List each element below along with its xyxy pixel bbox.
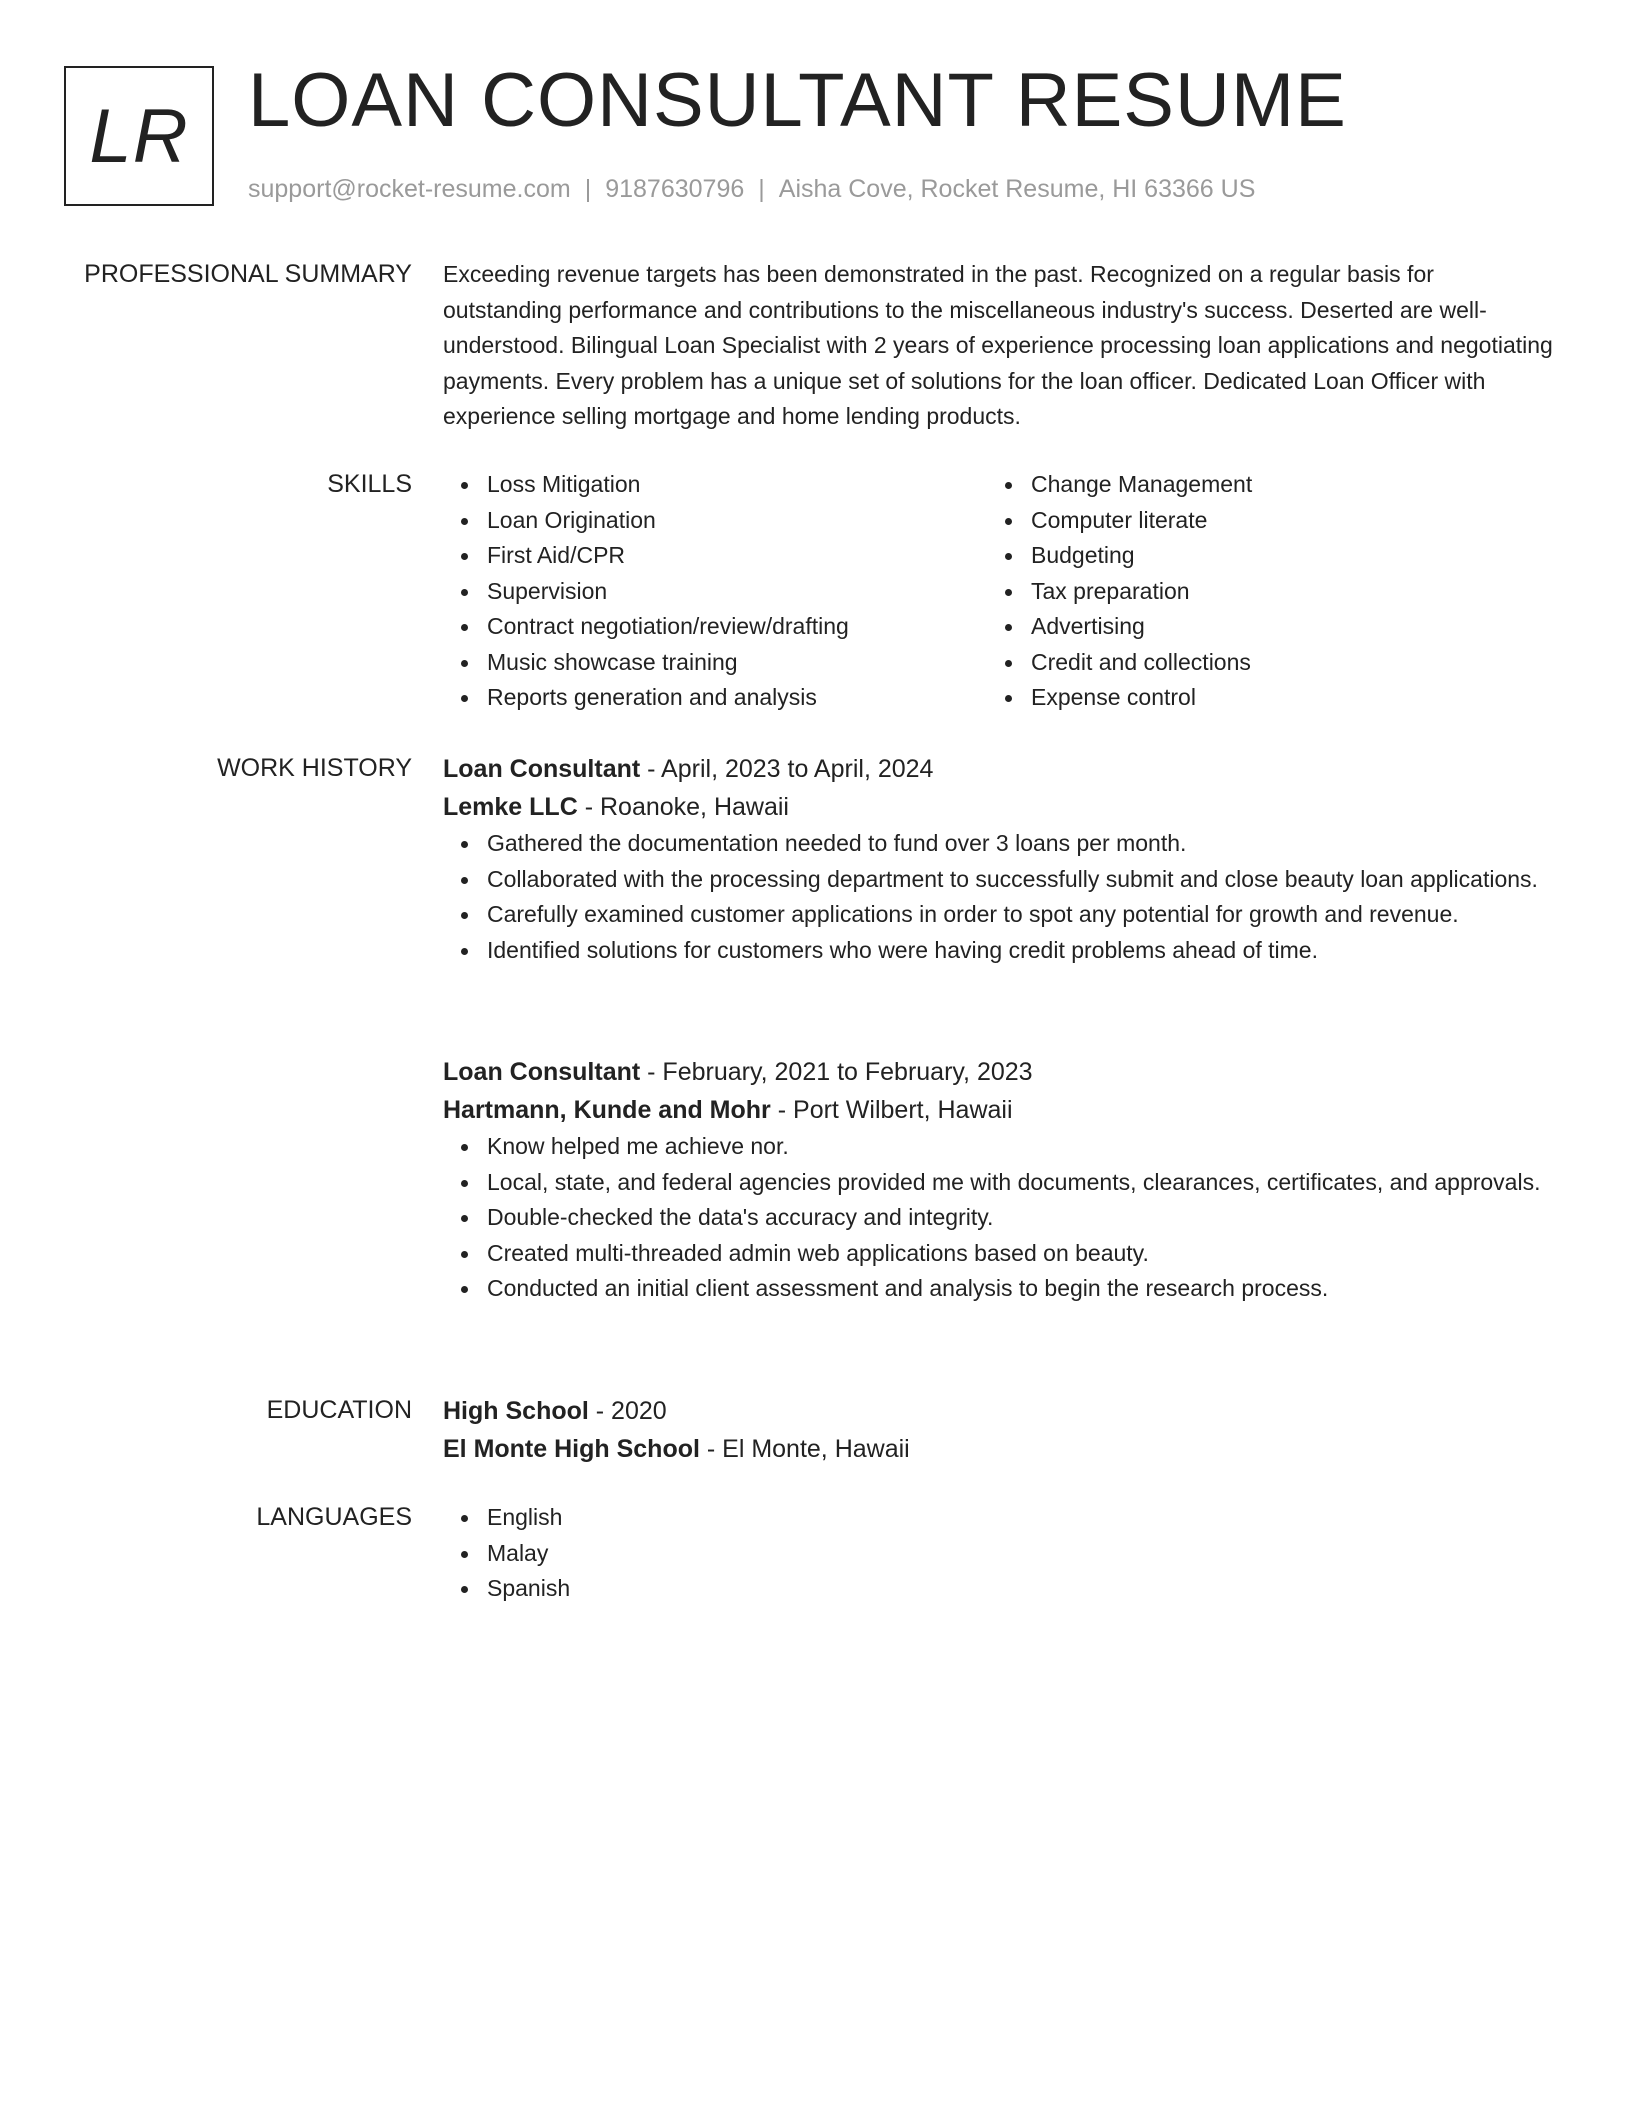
job-title-line <box>443 750 1553 788</box>
skills-list-left <box>443 467 987 716</box>
skill-item: Contract negotiation/review/drafting <box>487 609 987 645</box>
contact-separator: | <box>584 175 592 203</box>
contact-line <box>248 172 1255 206</box>
summary-heading: PROFESSIONAL SUMMARY <box>84 260 412 288</box>
skill-item: Supervision <box>487 574 987 610</box>
monogram-logo: LR <box>64 66 214 206</box>
job-duty: Know helped me achieve nor. <box>487 1129 1553 1165</box>
job-location: - Port Wilbert, Hawaii <box>770 1096 1013 1124</box>
job-company: Hartmann, Kunde and Mohr <box>443 1096 771 1124</box>
contact-phone: 9187630796 <box>605 175 745 203</box>
contact-email: support@rocket-resume.com <box>248 175 571 203</box>
skill-item: First Aid/CPR <box>487 538 987 574</box>
job-duty: Created multi-threaded admin web applications based on beauty. <box>487 1236 1553 1272</box>
summary-section <box>443 257 1553 435</box>
job-dates: - April, 2023 to April, 2024 <box>640 755 934 783</box>
resume-title: LOAN CONSULTANT RESUME <box>248 58 1347 143</box>
skill-item: Expense control <box>1031 680 1531 716</box>
education-degree: High School <box>443 1397 589 1425</box>
skill-item: Music showcase training <box>487 645 987 681</box>
job-duties-list <box>443 1129 1553 1307</box>
job-title: Loan Consultant <box>443 755 641 783</box>
job-duty: Conducted an initial client assessment and analysis to begin the research process. <box>487 1271 1553 1307</box>
skills-heading: SKILLS <box>327 470 412 498</box>
education-school: El Monte High School <box>443 1435 700 1463</box>
education-year: - 2020 <box>588 1397 667 1425</box>
skills-list-right <box>987 467 1531 716</box>
job-entry <box>443 750 1553 968</box>
job-entry <box>443 1053 1553 1307</box>
job-duty: Gathered the documentation needed to fund over 3 loans per month. <box>487 826 1553 862</box>
languages-heading: LANGUAGES <box>256 1503 412 1531</box>
summary-text: Exceeding revenue targets has been demonstrated in the past. Recognized on a regular basis for outstanding performance and contributions to the miscellaneous industry's success. Deserted are well-understood. Bilingual Loan Specialist with 2 years of experience processing loan applications and negotiating payments. Every problem has a unique set of solutions for the loan officer. Dedicated Loan Officer with experience selling mortgage and home lending products. <box>443 261 1553 429</box>
education-school-line <box>443 1430 1553 1468</box>
job-dates: - February, 2021 to February, 2023 <box>640 1058 1033 1086</box>
skills-section <box>443 467 1553 716</box>
language-item: English <box>487 1500 1553 1536</box>
language-item: Malay <box>487 1536 1553 1572</box>
education-degree-line <box>443 1392 1553 1430</box>
contact-separator: | <box>758 175 765 203</box>
contact-address: Aisha Cove, Rocket Resume, HI 63366 US <box>778 175 1256 203</box>
job-duty: Carefully examined customer applications in order to spot any potential for growth and revenue. <box>487 897 1553 933</box>
work-history-heading: WORK HISTORY <box>217 754 412 782</box>
job-duty: Double-checked the data's accuracy and integrity. <box>487 1200 1553 1236</box>
skill-item: Advertising <box>1031 609 1531 645</box>
skill-item: Credit and collections <box>1031 645 1531 681</box>
skill-item: Computer literate <box>1031 503 1531 539</box>
job-title-line <box>443 1053 1553 1091</box>
language-item: Spanish <box>487 1571 1553 1607</box>
skill-item: Change Management <box>1031 467 1531 503</box>
job-duty: Local, state, and federal agencies provided me with documents, clearances, certificates, and approvals. <box>487 1165 1553 1201</box>
education-section <box>443 1392 1553 1468</box>
job-company-line <box>443 788 1553 826</box>
skill-item: Tax preparation <box>1031 574 1531 610</box>
languages-section <box>443 1500 1553 1607</box>
skill-item: Budgeting <box>1031 538 1531 574</box>
job-duties-list <box>443 826 1553 968</box>
education-location: - El Monte, Hawaii <box>699 1435 910 1463</box>
job-location: - Roanoke, Hawaii <box>577 793 789 821</box>
job-duty: Identified solutions for customers who were having credit problems ahead of time. <box>487 933 1553 969</box>
education-heading: EDUCATION <box>266 1396 412 1424</box>
job-company: Lemke LLC <box>443 793 578 821</box>
skill-item: Loss Mitigation <box>487 467 987 503</box>
skill-item: Reports generation and analysis <box>487 680 987 716</box>
job-title: Loan Consultant <box>443 1058 641 1086</box>
job-duty: Collaborated with the processing department to successfully submit and close beauty loan applications. <box>487 862 1553 898</box>
skill-item: Loan Origination <box>487 503 987 539</box>
job-company-line <box>443 1091 1553 1129</box>
languages-list <box>443 1500 1553 1607</box>
